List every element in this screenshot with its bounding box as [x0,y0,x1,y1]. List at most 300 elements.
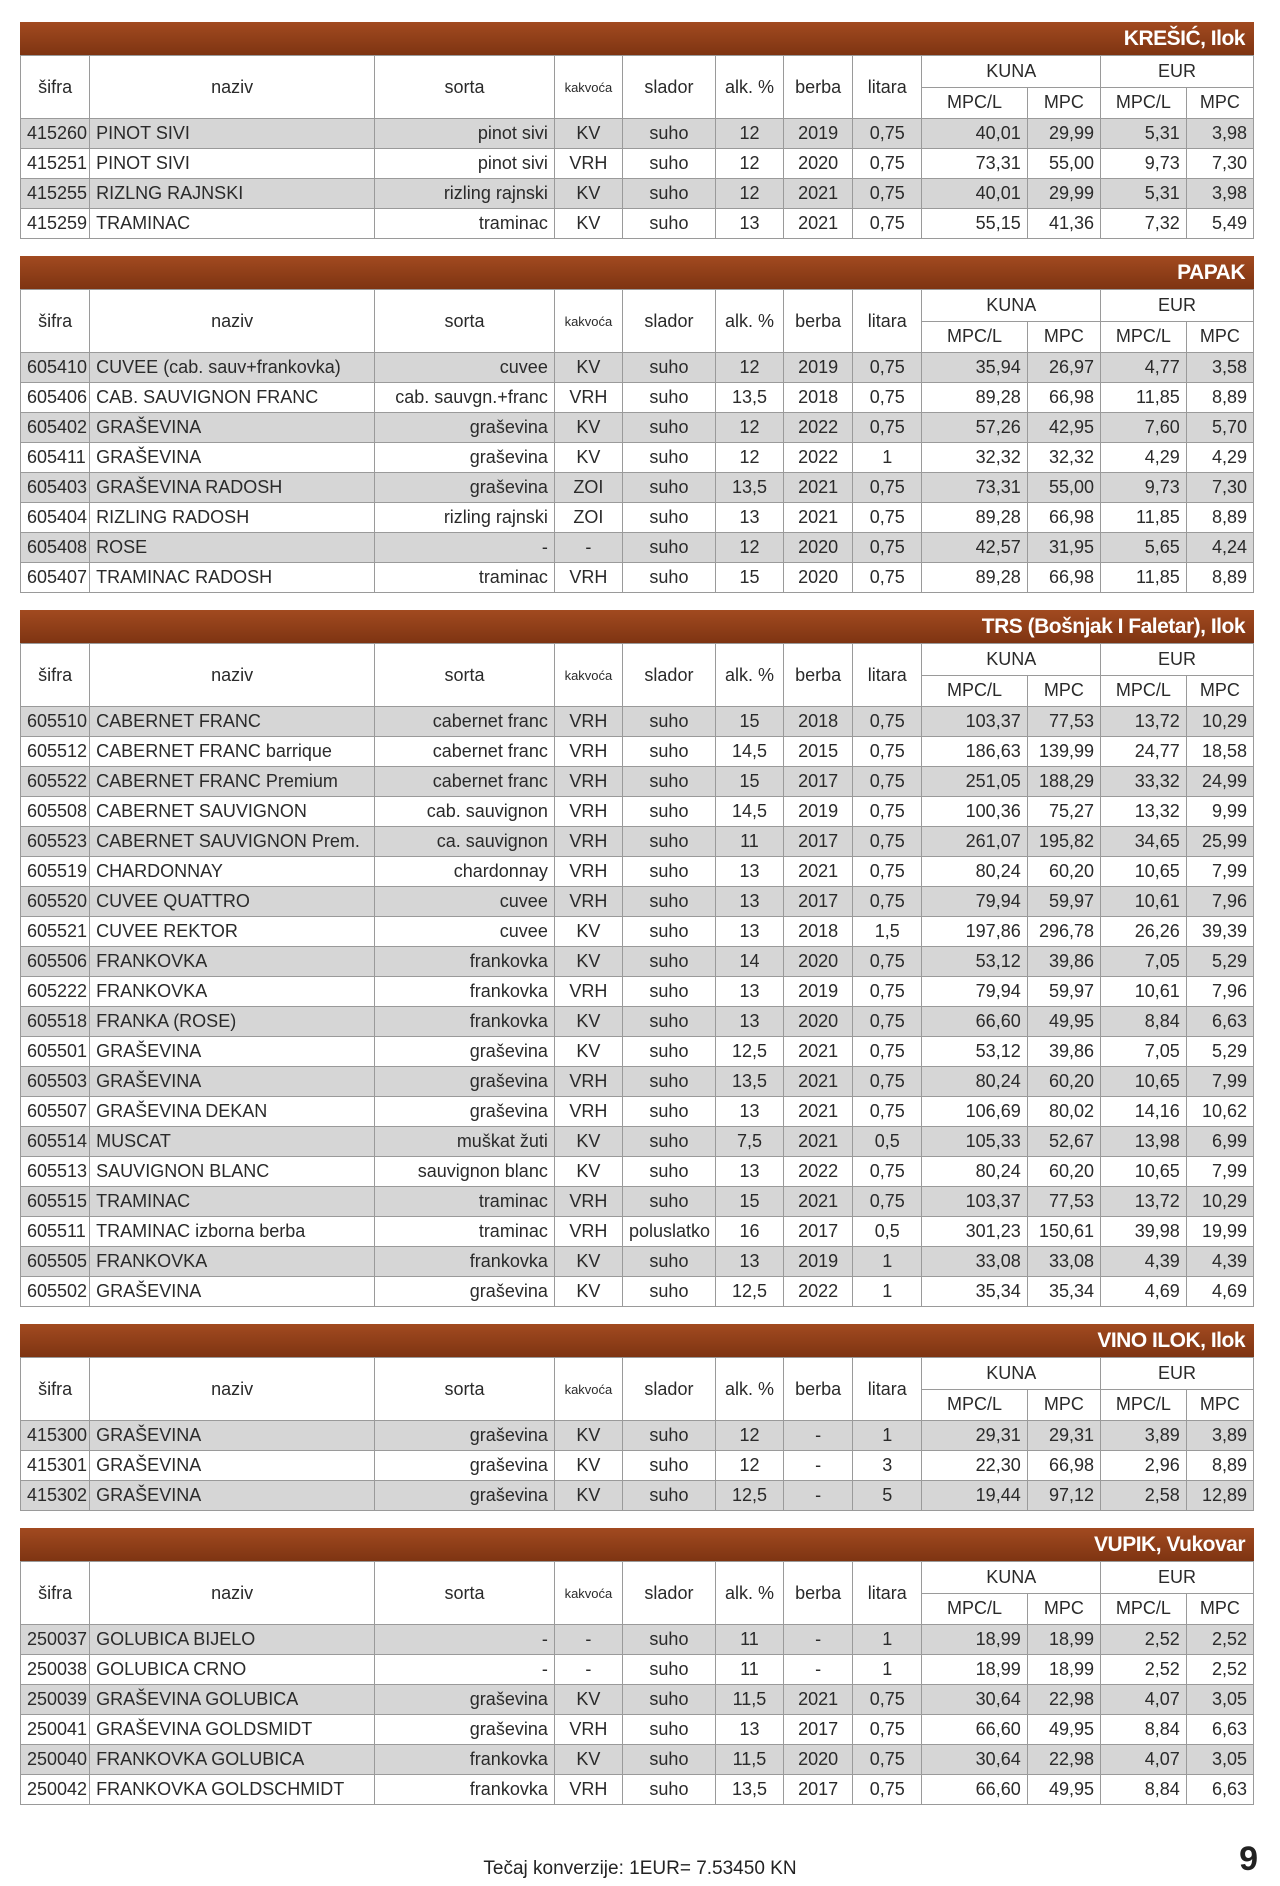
header-alk: alk. % [715,1358,783,1421]
header-berba: berba [784,1358,853,1421]
cell-eur-mpcl: 2,96 [1101,1451,1187,1481]
cell-kuna-mpc: 22,98 [1027,1685,1100,1715]
cell-sorta: graševina [375,1451,555,1481]
cell-berba: 2019 [784,353,853,383]
cell-sifra: 605407 [21,563,90,593]
header-eur-mpcl: MPC/L [1101,321,1187,353]
cell-kuna-mpcl: 66,60 [922,1775,1027,1805]
cell-alk: 13 [715,209,783,239]
table-row [21,503,1254,533]
cell-kakvoca: KV [554,1451,622,1481]
cell-kuna-mpcl: 22,30 [922,1451,1027,1481]
cell-kuna-mpc: 139,99 [1027,737,1100,767]
table-row [21,1277,1254,1307]
conversion-rate-note: Tečaj konverzije: 1EUR= 7.53450 KN [483,1858,797,1879]
cell-kakvoca: VRH [554,1775,622,1805]
cell-eur-mpc: 6,99 [1186,1127,1253,1157]
cell-sifra: 605411 [21,443,90,473]
producer-title: TRS (Bošnjak I Faletar), Ilok [20,610,1254,643]
cell-sifra: 605518 [21,1007,90,1037]
cell-litara: 0,75 [853,767,922,797]
cell-berba: 2021 [784,1685,853,1715]
cell-slador: suho [622,1097,715,1127]
cell-litara: 0,75 [853,1715,922,1745]
cell-litara: 0,75 [853,413,922,443]
header-eur-mpc: MPC [1186,1389,1253,1421]
header-eur-mpcl: MPC/L [1101,1593,1187,1625]
cell-naziv: TRAMINAC [90,209,375,239]
header-kuna: KUNA [922,1358,1101,1390]
header-kakvoca: kakvoća [554,290,622,353]
cell-sorta: pinot sivi [375,119,555,149]
cell-eur-mpc: 3,98 [1186,119,1253,149]
cell-litara: 0,75 [853,473,922,503]
cell-sorta: graševina [375,413,555,443]
cell-slador: suho [622,917,715,947]
cell-kuna-mpc: 39,86 [1027,1037,1100,1067]
table-header [21,290,1254,353]
table-row [21,1127,1254,1157]
table-row [21,473,1254,503]
cell-eur-mpcl: 10,61 [1101,887,1187,917]
cell-kuna-mpcl: 106,69 [922,1097,1027,1127]
cell-eur-mpc: 9,99 [1186,797,1253,827]
cell-eur-mpc: 3,58 [1186,353,1253,383]
cell-eur-mpcl: 4,77 [1101,353,1187,383]
cell-eur-mpcl: 4,07 [1101,1685,1187,1715]
cell-eur-mpc: 8,89 [1186,563,1253,593]
cell-sorta: ca. sauvignon [375,827,555,857]
cell-berba: 2019 [784,119,853,149]
cell-eur-mpcl: 7,05 [1101,947,1187,977]
header-alk: alk. % [715,56,783,119]
cell-slador: suho [622,209,715,239]
cell-eur-mpcl: 34,65 [1101,827,1187,857]
cell-sorta: traminac [375,563,555,593]
cell-alk: 15 [715,707,783,737]
header-litara: litara [853,1358,922,1421]
cell-kuna-mpcl: 197,86 [922,917,1027,947]
cell-litara: 0,75 [853,503,922,533]
cell-sifra: 250040 [21,1745,90,1775]
cell-kuna-mpcl: 66,60 [922,1715,1027,1745]
cell-berba: - [784,1655,853,1685]
header-kuna: KUNA [922,290,1101,322]
table-row [21,1157,1254,1187]
header-berba: berba [784,290,853,353]
cell-eur-mpc: 39,39 [1186,917,1253,947]
cell-eur-mpcl: 14,16 [1101,1097,1187,1127]
cell-sorta: graševina [375,1421,555,1451]
cell-kuna-mpc: 66,98 [1027,503,1100,533]
cell-kakvoca: VRH [554,1067,622,1097]
cell-kuna-mpc: 35,34 [1027,1277,1100,1307]
cell-alk: 12 [715,443,783,473]
cell-kuna-mpc: 29,99 [1027,179,1100,209]
cell-kuna-mpc: 52,67 [1027,1127,1100,1157]
cell-sorta: frankovka [375,1745,555,1775]
cell-eur-mpc: 8,89 [1186,383,1253,413]
cell-naziv: FRANKOVKA [90,977,375,1007]
cell-slador: suho [622,707,715,737]
table-row [21,1247,1254,1277]
cell-kakvoca: VRH [554,1715,622,1745]
cell-sorta: frankovka [375,947,555,977]
cell-eur-mpc: 7,30 [1186,149,1253,179]
cell-berba: - [784,1451,853,1481]
cell-eur-mpcl: 11,85 [1101,383,1187,413]
header-alk: alk. % [715,290,783,353]
cell-sorta: graševina [375,1277,555,1307]
cell-kuna-mpcl: 89,28 [922,503,1027,533]
cell-kuna-mpcl: 53,12 [922,947,1027,977]
cell-slador: suho [622,797,715,827]
cell-sifra: 605502 [21,1277,90,1307]
header-eur: EUR [1101,1358,1254,1390]
cell-eur-mpcl: 3,89 [1101,1421,1187,1451]
cell-sifra: 605520 [21,887,90,917]
cell-eur-mpcl: 33,32 [1101,767,1187,797]
header-slador: slador [622,644,715,707]
cell-eur-mpc: 24,99 [1186,767,1253,797]
cell-naziv: GRAŠEVINA [90,1421,375,1451]
cell-berba: 2021 [784,1187,853,1217]
cell-kakvoca: KV [554,209,622,239]
cell-sifra: 605523 [21,827,90,857]
cell-kuna-mpc: 33,08 [1027,1247,1100,1277]
wine-table [20,1561,1254,1805]
cell-alk: 11,5 [715,1745,783,1775]
cell-kakvoca: KV [554,179,622,209]
wine-table [20,55,1254,239]
cell-litara: 0,75 [853,563,922,593]
header-kuna-mpcl: MPC/L [922,321,1027,353]
header-eur-mpcl: MPC/L [1101,87,1187,119]
cell-naziv: FRANKA (ROSE) [90,1007,375,1037]
cell-kakvoca: VRH [554,1187,622,1217]
cell-sifra: 605506 [21,947,90,977]
cell-slador: suho [622,533,715,563]
producer-title: KREŠIĆ, Ilok [20,22,1254,55]
table-row [21,737,1254,767]
producer-section [20,256,1254,593]
header-eur-mpcl: MPC/L [1101,1389,1187,1421]
cell-alk: 13 [715,503,783,533]
cell-kuna-mpc: 60,20 [1027,1157,1100,1187]
header-eur: EUR [1101,644,1254,676]
header-sorta: sorta [375,1358,555,1421]
cell-naziv: FRANKOVKA [90,947,375,977]
cell-sorta: traminac [375,1217,555,1247]
table-row [21,917,1254,947]
table-row [21,1217,1254,1247]
table-header [21,1562,1254,1625]
cell-eur-mpc: 7,99 [1186,1067,1253,1097]
cell-kakvoca: VRH [554,857,622,887]
cell-kakvoca: - [554,1655,622,1685]
cell-kakvoca: - [554,533,622,563]
cell-eur-mpc: 5,49 [1186,209,1253,239]
cell-kakvoca: VRH [554,149,622,179]
cell-litara: 0,75 [853,707,922,737]
cell-berba: 2020 [784,1007,853,1037]
cell-sorta: cabernet franc [375,737,555,767]
header-slador: slador [622,56,715,119]
cell-kuna-mpcl: 53,12 [922,1037,1027,1067]
cell-slador: suho [622,473,715,503]
cell-alk: 12 [715,1421,783,1451]
cell-slador: suho [622,1187,715,1217]
table-row [21,947,1254,977]
cell-sorta: cuvee [375,887,555,917]
cell-kuna-mpcl: 18,99 [922,1655,1027,1685]
cell-alk: 15 [715,563,783,593]
cell-alk: 12 [715,413,783,443]
table-row [21,1067,1254,1097]
cell-eur-mpcl: 7,60 [1101,413,1187,443]
header-alk: alk. % [715,644,783,707]
cell-eur-mpc: 8,89 [1186,503,1253,533]
table-row [21,209,1254,239]
table-row [21,857,1254,887]
cell-kuna-mpcl: 80,24 [922,857,1027,887]
cell-eur-mpcl: 10,61 [1101,977,1187,1007]
cell-sorta: rizling rajnski [375,503,555,533]
cell-kakvoca: KV [554,1685,622,1715]
table-header [21,644,1254,707]
cell-eur-mpc: 18,58 [1186,737,1253,767]
cell-sifra: 605507 [21,1097,90,1127]
cell-eur-mpc: 5,29 [1186,947,1253,977]
cell-sorta: frankovka [375,1007,555,1037]
header-kuna-mpcl: MPC/L [922,1593,1027,1625]
cell-eur-mpcl: 24,77 [1101,737,1187,767]
cell-slador: suho [622,1715,715,1745]
table-row [21,767,1254,797]
cell-kakvoca: KV [554,1127,622,1157]
cell-sorta: graševina [375,1715,555,1745]
cell-litara: 0,75 [853,1187,922,1217]
table-row [21,1481,1254,1511]
header-kuna: KUNA [922,1562,1101,1594]
cell-berba: 2018 [784,707,853,737]
table-row [21,1421,1254,1451]
cell-berba: 2020 [784,563,853,593]
cell-kakvoca: KV [554,1037,622,1067]
cell-eur-mpc: 6,63 [1186,1775,1253,1805]
cell-naziv: CABERNET FRANC Premium [90,767,375,797]
cell-kuna-mpc: 66,98 [1027,383,1100,413]
cell-kuna-mpc: 29,99 [1027,119,1100,149]
cell-eur-mpcl: 26,26 [1101,917,1187,947]
header-naziv: naziv [90,1358,375,1421]
cell-slador: suho [622,443,715,473]
cell-kakvoca: VRH [554,977,622,1007]
table-header [21,56,1254,119]
cell-alk: 11 [715,1655,783,1685]
cell-kuna-mpcl: 42,57 [922,533,1027,563]
cell-eur-mpcl: 13,72 [1101,707,1187,737]
cell-eur-mpcl: 8,84 [1101,1715,1187,1745]
cell-slador: suho [622,1655,715,1685]
table-row [21,797,1254,827]
cell-litara: 0,75 [853,179,922,209]
cell-slador: suho [622,977,715,1007]
cell-litara: 1 [853,443,922,473]
cell-kuna-mpc: 55,00 [1027,473,1100,503]
cell-sorta: muškat žuti [375,1127,555,1157]
header-slador: slador [622,1358,715,1421]
cell-alk: 16 [715,1217,783,1247]
cell-eur-mpc: 3,98 [1186,179,1253,209]
cell-kakvoca: ZOI [554,473,622,503]
cell-kuna-mpcl: 35,94 [922,353,1027,383]
cell-kakvoca: KV [554,1157,622,1187]
cell-kuna-mpc: 49,95 [1027,1715,1100,1745]
header-kuna: KUNA [922,644,1101,676]
header-naziv: naziv [90,1562,375,1625]
cell-kuna-mpc: 18,99 [1027,1655,1100,1685]
cell-sorta: - [375,533,555,563]
cell-kuna-mpcl: 89,28 [922,383,1027,413]
cell-sifra: 415260 [21,119,90,149]
cell-kuna-mpc: 60,20 [1027,1067,1100,1097]
header-kuna-mpcl: MPC/L [922,675,1027,707]
cell-kuna-mpc: 80,02 [1027,1097,1100,1127]
cell-kakvoca: KV [554,1247,622,1277]
cell-slador: suho [622,1037,715,1067]
cell-litara: 0,75 [853,149,922,179]
header-kakvoca: kakvoća [554,1358,622,1421]
header-sorta: sorta [375,644,555,707]
cell-sifra: 605503 [21,1067,90,1097]
table-row [21,119,1254,149]
cell-berba: - [784,1625,853,1655]
cell-kuna-mpc: 55,00 [1027,149,1100,179]
cell-slador: suho [622,503,715,533]
cell-slador: suho [622,1775,715,1805]
cell-sorta: cabernet franc [375,767,555,797]
cell-litara: 1 [853,1421,922,1451]
cell-slador: suho [622,1157,715,1187]
table-header [21,1358,1254,1421]
producer-title: PAPAK [20,256,1254,289]
cell-kuna-mpc: 188,29 [1027,767,1100,797]
cell-berba: 2022 [784,413,853,443]
cell-kakvoca: KV [554,353,622,383]
cell-sifra: 250042 [21,1775,90,1805]
cell-naziv: FRANKOVKA [90,1247,375,1277]
cell-slador: suho [622,1247,715,1277]
cell-alk: 13,5 [715,1775,783,1805]
table-row [21,1187,1254,1217]
cell-kuna-mpcl: 30,64 [922,1745,1027,1775]
cell-eur-mpc: 10,62 [1186,1097,1253,1127]
cell-eur-mpc: 19,99 [1186,1217,1253,1247]
table-row [21,563,1254,593]
cell-slador: suho [622,383,715,413]
cell-sifra: 605403 [21,473,90,503]
cell-kakvoca: KV [554,1745,622,1775]
cell-kakvoca: VRH [554,563,622,593]
cell-alk: 12,5 [715,1277,783,1307]
cell-eur-mpcl: 2,52 [1101,1655,1187,1685]
cell-kuna-mpc: 296,78 [1027,917,1100,947]
cell-berba: 2018 [784,917,853,947]
cell-sifra: 605515 [21,1187,90,1217]
cell-sifra: 250037 [21,1625,90,1655]
cell-naziv: CUVEE QUATTRO [90,887,375,917]
cell-sorta: cuvee [375,353,555,383]
cell-kuna-mpc: 195,82 [1027,827,1100,857]
cell-naziv: CABERNET FRANC barrique [90,737,375,767]
table-row [21,1715,1254,1745]
cell-eur-mpcl: 10,65 [1101,1157,1187,1187]
cell-berba: 2022 [784,1277,853,1307]
cell-litara: 1 [853,1625,922,1655]
cell-kuna-mpcl: 79,94 [922,977,1027,1007]
cell-eur-mpc: 3,05 [1186,1685,1253,1715]
cell-naziv: GRAŠEVINA [90,1037,375,1067]
header-slador: slador [622,1562,715,1625]
cell-berba: 2017 [784,887,853,917]
cell-eur-mpc: 2,52 [1186,1625,1253,1655]
cell-naziv: TRAMINAC RADOSH [90,563,375,593]
cell-sorta: cabernet franc [375,707,555,737]
cell-alk: 13 [715,887,783,917]
header-litara: litara [853,644,922,707]
cell-litara: 0,75 [853,1067,922,1097]
cell-alk: 13,5 [715,473,783,503]
cell-slador: suho [622,179,715,209]
cell-sifra: 415255 [21,179,90,209]
cell-kuna-mpcl: 30,64 [922,1685,1027,1715]
cell-alk: 12 [715,353,783,383]
table-row [21,707,1254,737]
header-sifra: šifra [21,1562,90,1625]
cell-slador: suho [622,887,715,917]
header-kuna-mpc: MPC [1027,1389,1100,1421]
cell-berba: 2021 [784,503,853,533]
cell-berba: 2021 [784,1037,853,1067]
table-row [21,1745,1254,1775]
cell-eur-mpcl: 11,85 [1101,563,1187,593]
cell-eur-mpc: 2,52 [1186,1655,1253,1685]
cell-kakvoca: KV [554,1007,622,1037]
producer-title: VUPIK, Vukovar [20,1528,1254,1561]
cell-sorta: sauvignon blanc [375,1157,555,1187]
cell-berba: 2021 [784,1097,853,1127]
table-row [21,977,1254,1007]
cell-alk: 13 [715,1007,783,1037]
cell-naziv: PINOT SIVI [90,149,375,179]
cell-kuna-mpc: 77,53 [1027,707,1100,737]
cell-sifra: 605505 [21,1247,90,1277]
cell-kuna-mpc: 42,95 [1027,413,1100,443]
cell-eur-mpc: 8,89 [1186,1451,1253,1481]
cell-sifra: 605513 [21,1157,90,1187]
header-berba: berba [784,56,853,119]
cell-kakvoca: KV [554,443,622,473]
cell-slador: suho [622,1067,715,1097]
cell-eur-mpcl: 4,69 [1101,1277,1187,1307]
cell-slador: suho [622,119,715,149]
cell-kuna-mpc: 66,98 [1027,563,1100,593]
cell-eur-mpc: 4,39 [1186,1247,1253,1277]
cell-litara: 0,75 [853,1775,922,1805]
cell-slador: suho [622,737,715,767]
cell-sorta: cab. sauvignon [375,797,555,827]
